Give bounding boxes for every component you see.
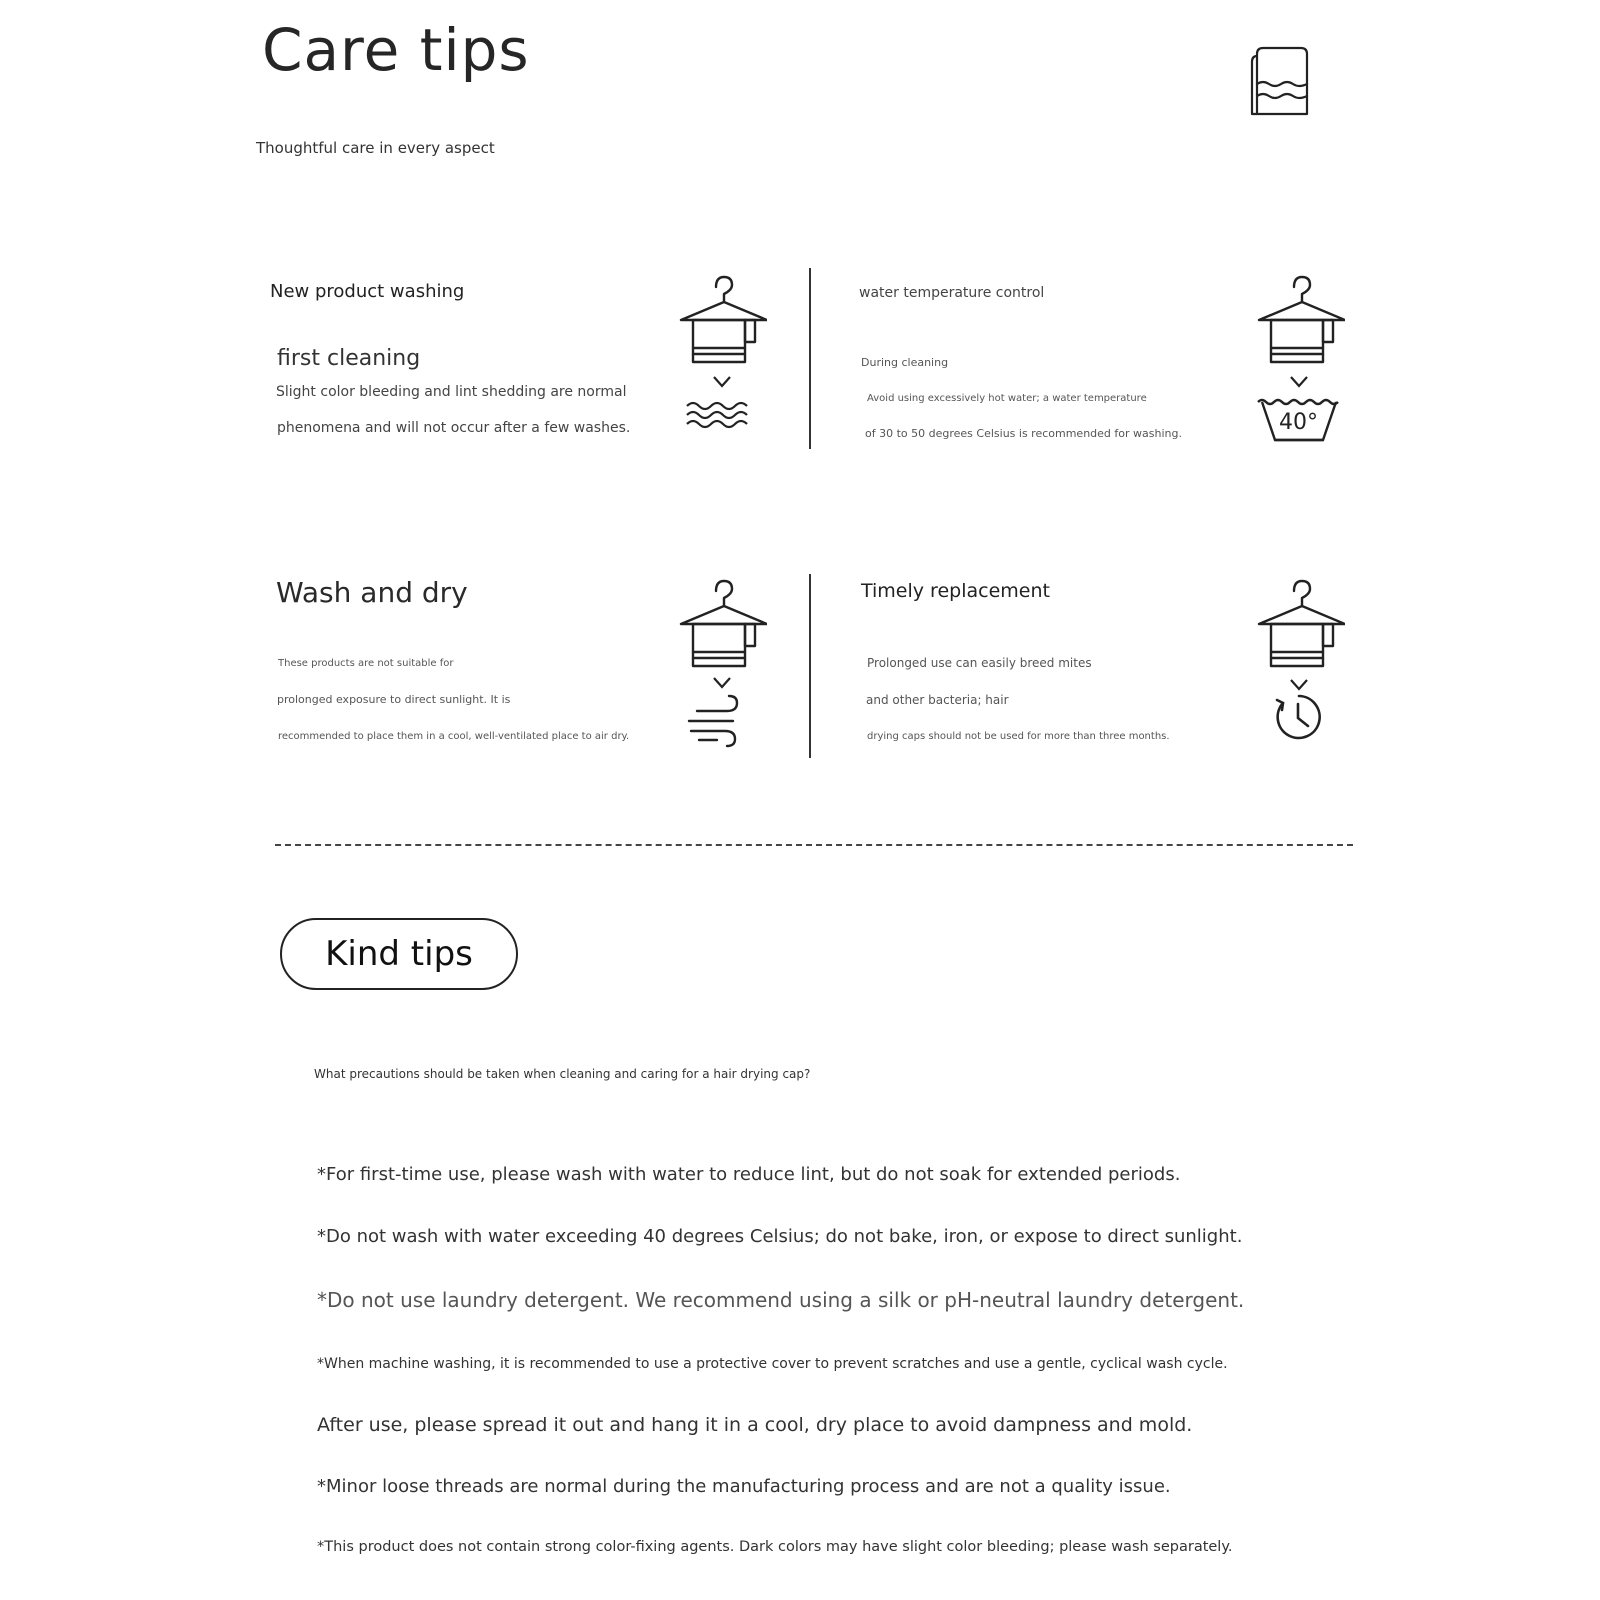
divider [809,268,811,449]
dashed-separator [275,844,1353,846]
tip-item: *For first-time use, please wash with water to reduce lint, but do not soak for extended periods. [317,1164,1181,1185]
wind-icon [689,696,737,746]
towel-icon [1249,44,1311,118]
section-subheading-first-cleaning: first cleaning [277,346,421,371]
chevron-down-icon [714,678,730,687]
hanger-towel-icon [677,272,767,442]
section-heading-new-product: New product washing [270,281,465,302]
chevron-down-icon [1291,680,1307,689]
kind-tips-badge: Kind tips [280,918,518,990]
section-heading-wash-and-dry: Wash and dry [276,576,468,609]
tip-item: *This product does not contain strong color-fixing agents. Dark colors may have slight color bleeding; please wash separately. [317,1539,1233,1555]
tip-item: *Do not use laundry detergent. We recommend using a silk or pH-neutral laundry detergent. [317,1288,1245,1312]
chevron-down-icon [714,377,730,386]
section-text-line: These products are not suitable for [278,658,454,669]
section-text-line: of 30 to 50 degrees Celsius is recommended for washing. [865,427,1182,440]
page-subtitle: Thoughtful care in every aspect [256,139,495,157]
section-text-line: and other bacteria; hair [866,693,1009,707]
section-heading-timely-replacement: Timely replacement [861,580,1050,602]
tip-item: After use, please spread it out and hang it in a cool, dry place to avoid dampness and mold. [317,1414,1193,1436]
section-text-line: Avoid using excessively hot water; a water temperature [867,393,1147,404]
section-heading-water-temperature: water temperature control [859,285,1045,301]
hanger-towel-icon [677,576,767,756]
hanger-towel-icon [1255,576,1345,756]
page-title: Care tips [262,16,530,84]
clock-icon [1277,696,1320,738]
section-text-line: recommended to place them in a cool, well-ventilated place to air dry. [278,731,630,742]
section-text-line: phenomena and will not occur after a few washes. [277,420,631,436]
section-text-line: prolonged exposure to direct sunlight. It is [277,693,511,706]
water-waves-icon [687,403,747,427]
chevron-down-icon [1291,377,1307,386]
section-text-line: Prolonged use can easily breed mites [867,656,1092,670]
divider [809,574,811,758]
kind-tips-question: What precautions should be taken when cleaning and caring for a hair drying cap? [314,1067,811,1081]
tip-item: *Minor loose threads are normal during the manufacturing process and are not a quality issue. [317,1476,1171,1497]
section-text-line: Slight color bleeding and lint shedding are normal [276,384,627,400]
tip-item: *When machine washing, it is recommended to use a protective cover to prevent scratches and use a gentle, cyclical wash cycle. [317,1356,1228,1372]
section-text-line: drying caps should not be used for more than three months. [867,731,1170,742]
tip-item: *Do not wash with water exceeding 40 degrees Celsius; do not bake, iron, or expose to direct sunlight. [317,1226,1243,1247]
wash-temperature-label: 40° [1279,410,1318,435]
section-subheading-during-cleaning: During cleaning [861,356,949,369]
